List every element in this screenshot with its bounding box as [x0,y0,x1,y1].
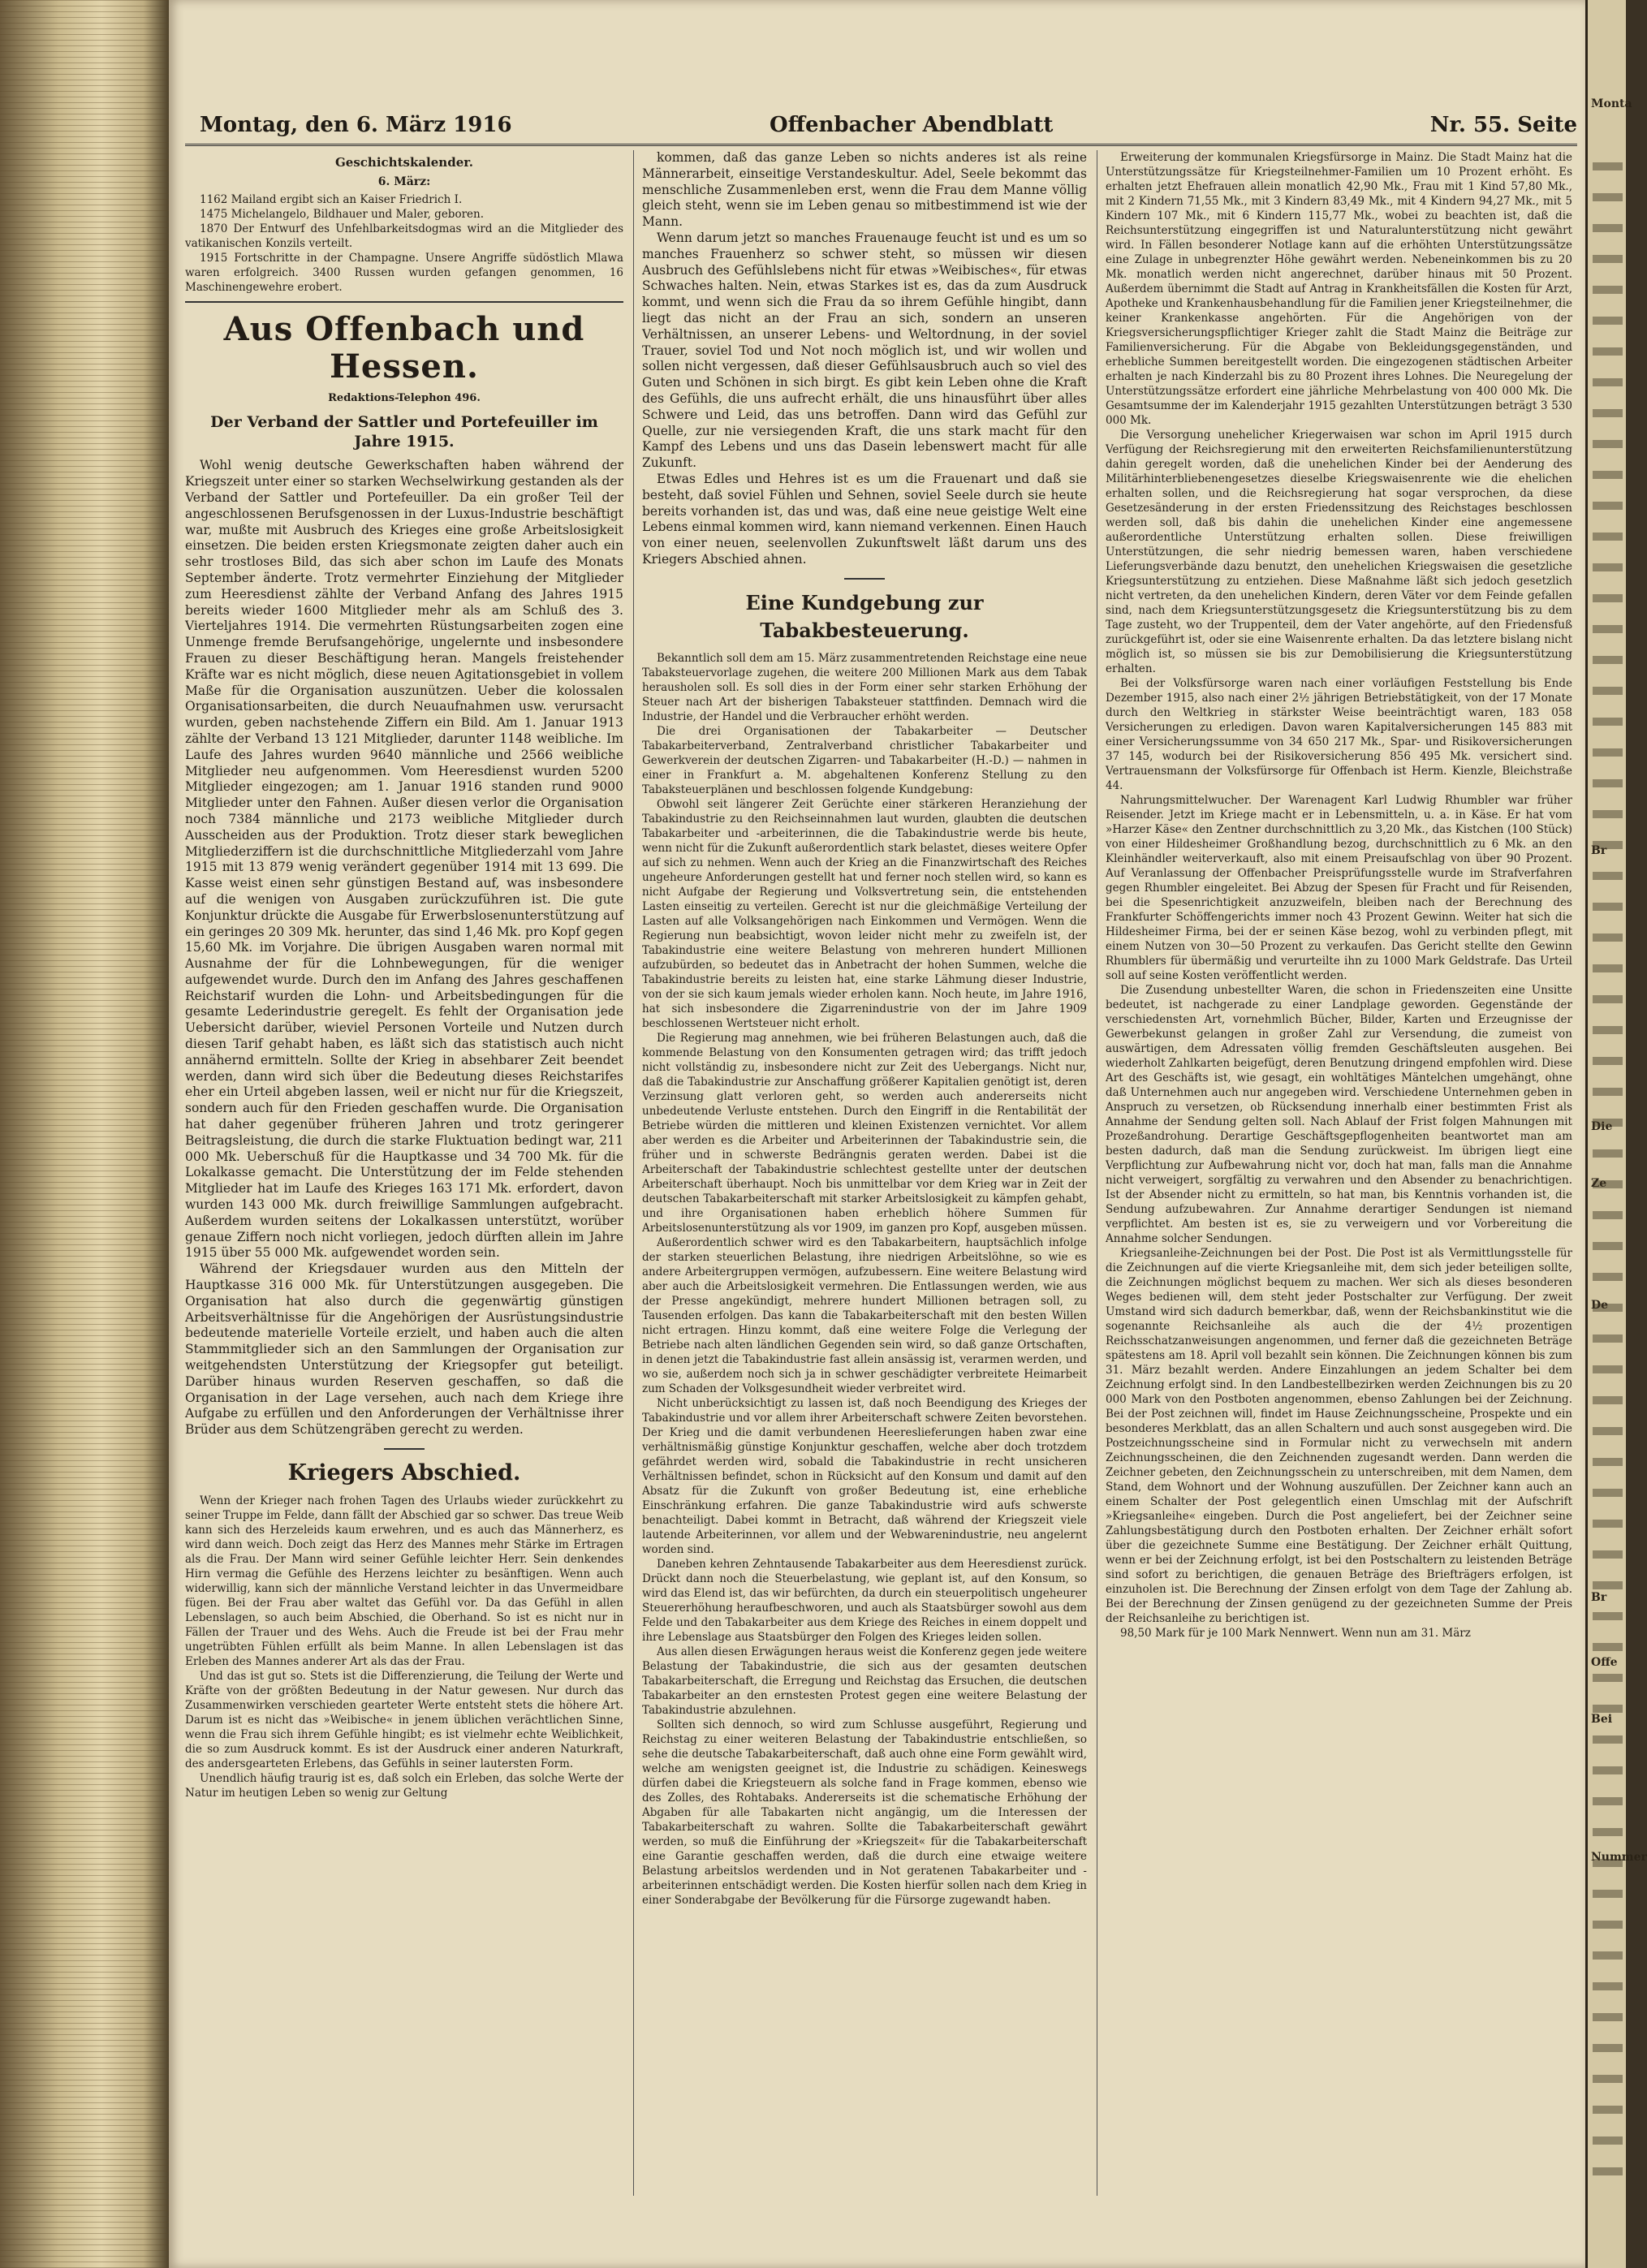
text-line-fragment [1593,193,1623,201]
text-line-fragment [1593,1026,1623,1034]
text-line-fragment [1593,934,1623,942]
header-date: Montag, den 6. März 1916 [200,113,512,137]
text-line-fragment [1593,1489,1623,1497]
text-line-fragment [1593,1396,1623,1404]
text-line-fragment [1593,1550,1623,1559]
paragraph: Die drei Organisationen der Tabakarbeiter — Deutscher Tabakarbeiterverband, Zentralverband christlicher Tabakarbeiter und Gewerkverein der deutschen Zigarren- und Tabakarbeiter (H.-D.) — nahmen in einer in Frankfurt a. M. abgehaltenen Konferenz Stellung zu den Tabaksteuerplänen und beschlossen folgende Kundgebung: [642,724,1087,796]
paragraph: Unendlich häufig traurig ist es, daß solch ein Erleben, das solche Werte der Natur im heutigen Leben so wenig zur Geltung [185,1772,623,1800]
text-line-fragment [1593,1211,1623,1219]
column-1 [185,150,623,2253]
text-line-fragment [1593,841,1623,849]
paragraph: 98,50 Mark für je 100 Mark Nennwert. Wenn nun am 31. März [1120,1627,1471,1640]
text-line-fragment [1593,1365,1623,1373]
text-line-fragment [1593,1273,1623,1281]
divider [384,1448,425,1450]
article-body [642,651,1087,1908]
section-title: Aus Offenbach und Hessen. [223,309,585,386]
paragraph: Etwas Edles und Hehres ist es um die Frauenart und daß sie besteht, daß soviel Fühlen und Sehnen, soviel Seele durch sie heute bereits vorhanden ist, das und was, daß eine neue geistige Welt eine Lebens einmal kommen wird, kann niemand verkennen. Einen Hauch von einer neuen, seelenvollen Zukunftswelt läßt darum uns des Kriegers Abschied ahnen. [642,471,1088,567]
text-line-fragment [1593,1180,1623,1188]
header-page-number: Nr. 55. Seite [1429,113,1577,137]
text-line-fragment [1593,779,1623,787]
text-line-fragment [1593,1766,1623,1774]
adjacent-page-edge [1585,0,1647,2268]
text-line-fragment [1593,1859,1623,1867]
article-title: Eine Kundgebung zur Tabakbesteuerung. [745,590,984,642]
text-line-fragment [1593,1643,1623,1651]
calendar-title: Geschichtskalender. [335,155,473,170]
paragraph: Und das ist gut so. Stets ist die Differenzierung, die Teilung der Werte und Kräfte von der größten Bedeutung in der Natur gewesen. Nur durch das Zusammenwirken verschieden gearteter Werte entsteht stets die höhere Art. Darum ist es nicht das »Weibische« in jenem üblichen verächtlichen Sinne, wenn die Frau sich ihrem Gefühle hingibt; es ist vielmehr echte Weiblichkeit, die so zum Ausdruck kommt. Es ist der Ausdruck einer anderen Naturkraft, des andersgearteten Erlebens, das Gefühls in seiner lautersten Form. [185,1670,623,1770]
text-line-fragment [1593,563,1623,571]
paragraph: 1870 Der Entwurf des Unfehlbarkeitsdogmas wird an die Mitglieder des vatikanischen Konzils verteilt. [185,222,623,250]
paragraph: Bekanntlich soll dem am 15. März zusammentretenden Reichstage eine neue Tabaksteuervorlage zugehen, die weitere 200 Millionen Mark aus dem Tabak herausholen soll. Es soll dies in der Form einer sehr starken Erhöhung der Steuer nach Art der bisherigen Tabaksteuer stattfinden. Demnach wird die Industrie, der Handel und die Verbraucher erhöht werden. [642,651,1087,723]
text-line-fragment [1593,224,1623,232]
text-line-fragment [1593,1242,1623,1250]
paragraph: 1915 Fortschritte in der Champagne. Unsere Angriffe südöstlich Mlawa waren erfolgreich. 3400 Russen wurden gefangen genommen, 16 Maschinengewehre erobert. [185,251,623,294]
calendar-list [185,192,623,295]
paragraph: Erweiterung der kommunalen Kriegsfürsorge in Mainz. Die Stadt Mainz hat die Unterstützungssätze für Kriegsteilnehmer-Familien um 10 Prozent erhöht. Es erhalten jetzt Ehefrauen allein monatlich 42,90 Mk., Frau mit 1 Kind 57,80 Mk., mit 2 Kindern 71,55 Mk., mit 3 Kindern 83,49 Mk., mit 4 Kindern 94,27 Mk., mit 5 Kindern 107 Mk., mit 6 Kindern 115,77 Mk., wobei zu beachten ist, daß die Reichsunterstützung eingegriffen ist und Naturalunterstützung nicht gewährt wird. In Fällen besonderer Notlage kann auf die erhöhten Unterstützungssätze eine Zulage in unbegrenzter Höhe gewährt werden. Nebeneinkommen bis zu 20 Mk. monatlich werden nicht angerechnet, darüber hinaus mit 50 Prozent. Außerdem übernimmt die Stadt auf Antrag in Krankheitsfällen die Kosten für Arzt, Apotheke und Krankenhausbehandlung für die Familien jener Kriegsteilnehmer, die keiner Krankenkasse angehörten. Für die Angehörigen von der Kriegsversicherungspflichtiger Krieger zahlt die Stadt Mainz die Beiträge zur Familienversicherung. Für die Abgabe von Bekleidungsgegenständen, und erhebliche Summen bereitgestellt worden. Die eingezogenen städtischen Arbeiter erhalten je nach Kinderzahl bis zu 80 Prozent ihres Lohnes. Die Neuregelung der Unterstützungssätze erfordert eine jährliche Mehrbelastung von 400 000 Mk. Die Gesamtsumme der im Kalenderjahr 1915 gezahlten Unterstützungen beträgt 3 530 000 Mk. [1106,151,1572,427]
page-header [185,110,1577,146]
text-line-fragment [1593,718,1623,726]
paragraph: 1162 Mailand ergibt sich an Kaiser Friedrich I. [200,192,463,206]
text-line-fragment [1593,1797,1623,1805]
text-line-fragment [1593,1458,1623,1466]
text-line-fragment [1593,286,1623,294]
text-line-fragment [1593,903,1623,911]
divider [844,578,885,580]
paragraph: Wenn darum jetzt so manches Frauenauge feucht ist und es um so manches Frauenherz so schwer steht, so müssen wir diesen Ausbruch des Gefühlslebens nicht für etwas »Weibisches«, für etwas Schwaches halten. Nein, etwas Starkes ist es, das da zum Ausdruck kommt, und wenn sich die Frau da so ihrem Gefühle hingibt, dann liegt das nicht an der Frau an sich, sondern an unseren Verhältnissen, an unserer Lebens- und Weltordnung, in der soviel Trauer, soviel Tod und Not noch möglich ist, und wir wollen und sollen nicht vergessen, daß dieser Gefühlsausbruch auch so viel des Guten und Schönen in sich birgt. Es gibt kein Leben ohne die Kraft des Gefühls, die uns aufrecht erhält, die uns hinausführt über alles Schwere und Leid, das uns betroffen. Dann wird das Gefühl zur Quelle, zur nie versiegenden Kraft, die uns stark macht für den Kampf des Lebens und uns das Dasein lebenswert macht für alle Zukunft. [642,230,1087,471]
text-line-fragment [1593,1982,1623,1990]
text-line-fragment [1593,162,1623,170]
paragraph: Die Regierung mag annehmen, wie bei früheren Belastungen auch, daß die kommende Belastung von den Konsumenten getragen wird; das trifft jedoch nicht vollständig zu, insbesondere nicht zur Zeit des Uebergangs. Nicht nur, daß die Tabakindustrie zur Anschaffung größerer Kapitalien genötigt ist, deren Verzinsung glatt verloren geht, so werden auch andererseits nicht unbedeutende Verluste entstehen. Durch den Eingriff in die Rentabilität der Betriebe würden die mittleren und kleinen Existenzen vernichtet. Vor allem aber werden es die Arbeiter und Arbeiterinnen der Tabakindustrie sein, die früher und in schwerste Bedrängnis geraten werden. Dabei ist die Arbeiterschaft der Tabakindustrie schlechtest gestellte unter der deutschen Arbeiterschaft überhaupt. Noch bis unmittelbar vor dem Krieg war in Zeit der deutschen Tabakarbeiterschaft mit starker Arbeitslosigkeit zu kämpfen gehabt, und ihre Organisationen haben erheblich höhere Summen für Arbeitslosenunterstützung als vor 1909, im ganzen pro Kopf, ausgeben müssen. [642,1031,1087,1235]
text-line-fragment [1593,1828,1623,1836]
adjacent-page-fragment: Monta [1591,97,1632,110]
book-binding [0,0,169,2268]
text-line-fragment [1593,1088,1623,1096]
adjacent-page-fragment: De [1591,1299,1609,1312]
article-body [642,150,1087,568]
text-line-fragment [1593,810,1623,818]
paragraph: Während der Kriegsdauer wurden aus den Mitteln der Hauptkasse 316 000 Mk. für Unterstützungen ausgegeben. Die Organisation hat also durch die gegenwärtig günstigen Arbeitsverhältnisse für die Angehörigen der Ausrüstungsindustrie bedeutende materielle Vorteile erzielt, und haben auch die alten Stammmitglieder sich an den Sammlungen der Organisation zur weitgehendsten Unterstützung der Kriegsopfer gut beteiligt. Darüber hinaus wurden Reserven geschaffen, so daß die Organisation in der Lage versehen, auch nach dem Kriege ihre Aufgabe zu erfüllen und den Anforderungen der Verhältnisse ihrer Brüder aus dem Schützengräben gerecht zu werden. [185,1261,623,1438]
telephone-line: Redaktions-Telephon 496. [328,391,481,404]
header-paper-title: Offenbacher Abendblatt [770,113,1054,137]
article-title: Der Verband der Sattler und Portefeuiller im Jahre 1915. [210,413,598,451]
text-line-fragment [1593,1119,1623,1127]
text-line-fragment [1593,1057,1623,1065]
paragraph: Obwohl seit längerer Zeit Gerüchte einer stärkeren Heranziehung der Tabakindustrie zu den Reichseinnahmen laut wurden, glaubten die deutschen Tabakarbeiter und -arbeiterinnen, die die Tabakindustrie werde bis heute, wenn nicht für die Zukunft außerordentlich stark belastet, dieses weitere Opfer auf sich zu nehmen. Wenn auch der Krieg an die Finanzwirtschaft des Reiches ungeheure Anforderungen gestellt hat und ferner noch stellen wird, so kann es nicht Aufgabe der Regierung und Volksvertretung sein, die entstehenden Lasten einseitig zu verteilen. Gerecht ist nur die gleichmäßige Verteilung der Lasten auf alle Volksangehörigen nach Einkommen und Vermögen. Wenn die Regierung nun beabsichtigt, wovon leider nicht mehr zu zweifeln ist, der Tabakindustrie eine weitere Belastung von mehreren hundert Millionen aufzubürden, so bedeutet das in Anbetracht der hohen Summen, welche die Tabakindustrie bereits zu leisten hat, eine starke Lähmung dieser Industrie, von der sie sich kaum jemals wieder erholen kann. Noch heute, im Jahre 1916, hat sich insbesondere die Zigarrenindustrie von der im Jahre 1909 beschlossenen Wertsteuer nicht erholt. [642,797,1087,1030]
paragraph: Nicht unberücksichtigt zu lassen ist, daß noch Beendigung des Krieges der Tabakindustrie und vor allem ihrer Arbeiterschaft schwere Zeiten bevorstehen. Der Krieg und die damit verbundenen Heereslieferungen haben zwar eine verhältnismäßig günstige Konjunktur geschaffen, welche aber doch trotzdem gefährdet werden wird, sobald die Tabakindustrie in recht unsicheren Verhältnissen befindet, schon in Rücksicht auf den Konsum und damit auf den Absatz für die Zukunft von großer Bedeutung ist, eine erhebliche Einschränkung erfahren. Die ganze Tabakindustrie wird aufs schwerste benachteiligt. Dabei kommt in Betracht, daß während der Kriegszeit viele lautende Arbeiterinnen, vor allem und der Webwarenindustrie, neu angelernt worden sind. [642,1396,1087,1556]
paragraph: Die Zusendung unbestellter Waren, die schon in Friedenszeiten eine Unsitte bedeutet, ist nachgerade zu einer Landplage geworden. Gegenstände der verschiedensten Art, vornehmlich Bücher, Bilder, Karten und Erzeugnisse der Gewerbekunst gelangen in großer Zahl zur Versendung, die zumeist von auswärtigen, dem Adressaten völlig fremden Geschäftsleuten ausgehen. Bei wiederholt Zahlkarten beigefügt, deren Benutzung dringend empfohlen wird. Diese Art des Geschäfts ist, wie gesagt, ein wohltätiges Mäntelchen umgehängt, ohne daß Unternehmen auch nur angegeben wird. Verschiedene Unternehmen geben in Anspruch zu versetzen, ob Rücksendung innerhalb einer bestimmten Frist als Annahme der Sendung gelten soll. Nach Ablauf der Frist folgen Mahnungen mit Prozeßandrohung. Derartige Geschäftsgepflogenheiten beantwortet man am besten dadurch, daß man die Sendung zurückweist. Im übrigen liegt eine Verpflichtung zur Aufbewahrung nicht vor, doch hat man, falls man die Annahme nicht verweigert, sorgfältig zu verwahren und den Absender zu benachrichtigen. Ist der Absender nicht zu ermitteln, so hat man, bis Kenntnis vorhanden ist, die Sendung aufzubewahren. Zur Annahme derartiger Sendungen ist niemand verpflichtet. Am besten ist es, sie zu verweigern und vor Vorbereitung die Annahme solcher Sendungen. [1106,984,1572,1245]
paragraph: Wenn der Krieger nach frohen Tagen des Urlaubs wieder zurückkehrt zu seiner Truppe im Felde, dann fällt der Abschied gar so schwer. Das treue Weib kann sich des Herzeleids kaum erwehren, und es auch das Männerherz, es wird dann weich. Doch zeigt das Herz des Mannes mehr Stärke im Ertragen als die Frau. Der Mann wird seiner Gefühle leichter Herr. Sein denkendes Hirn vermag die Gefühle des Herzens leichter zu besänftigen. Wenn auch widerwillig, kann sich der männliche Verstand leichter in das Unvermeidbare fügen. Bei der Frau aber waltet das Gefühl vor. Da das Gefühl in allen Lebenslagen, so auch beim Abschied, die Oberhand. So ist es nicht nur in Fällen der Trauer und des Wehs. Auch die Freude ist bei der Frau mehr ungetrübten Fühlen erfüllt als beim Manne. In allen Lebenslagen ist das Erleben des Mannes anderer Art als das der Frau. [185,1494,623,1668]
paragraph: 1475 Michelangelo, Bildhauer und Maler, geboren. [200,207,485,221]
text-line-fragment [1593,2106,1623,2114]
text-line-fragment [1593,1890,1623,1898]
paragraph: Aus allen diesen Erwägungen heraus weist die Konferenz gegen jede weitere Belastung der Tabakindustrie, die sich aus der gesamten deutschen Tabakarbeiterschaft, die Erregung und Reichstag das Ersuchen, die deutschen Tabakarbeiter an den ernstesten Protest gegen eine weitere Belastung der Tabakindustrie abzulehnen. [642,1645,1087,1717]
text-line-fragment [1593,378,1623,386]
text-line-fragment [1593,625,1623,633]
text-line-fragment [1593,409,1623,417]
calendar-date: 6. März: [377,175,431,188]
text-line-fragment [1593,1612,1623,1620]
text-line-fragment [1593,471,1623,479]
text-line-fragment [1593,995,1623,1003]
text-line-fragment [1593,1735,1623,1744]
text-line-fragment [1593,656,1623,664]
text-line-fragment [1593,440,1623,448]
text-line-fragment [1593,1304,1623,1312]
text-line-fragment [1593,255,1623,263]
text-line-fragment [1593,533,1623,541]
text-line-fragment [1593,1334,1623,1343]
adjacent-page-fragment: Br [1591,1591,1607,1604]
text-line-fragment [1593,1705,1623,1713]
text-line-fragment [1593,1581,1623,1589]
adjacent-page-fragment: Bei [1591,1713,1613,1726]
text-line-fragment [1593,347,1623,356]
paragraph: Daneben kehren Zehntausende Tabakarbeiter aus dem Heeresdienst zurück. Drückt dann noch die Steuerbelastung, wie geplant ist, auf den Konsum, so wird das Elend ist, das wir befürchten, da durch ein steuerpolitisch ungeheurer Steuererhöhung heraufbeschworen, und auch als Staatsbürger sowohl aus dem Felde und den Tabakarbeiter aus dem Kriege des Reiches in einem doppelt und ihre Lebenslage aus Staatsbürger den Folgen des Krieges leiden sollen. [642,1557,1087,1644]
text-line-fragment [1593,748,1623,757]
text-line-fragment [1593,1951,1623,1960]
divider [185,301,623,303]
paragraph: Nahrungsmittelwucher. Der Warenagent Karl Ludwig Rhumbler war früher Reisender. Jetzt im Kriege macht er in Lebensmitteln, u. a. in Käse. Er hat vom »Harzer Käse« den Zentner durchschnittlich zu 3,20 Mk., das Kistchen (100 Stück) von einer Hildesheimer Großhandlung bezog, durchschnittlich zu 6 Mk. an den Kleinhändler weiterverkauft, also mit einem Preisaufschlag von über 90 Prozent. Auf Veranlassung der Offenbacher Preisprüfungsstelle wurde im Strafverfahren gegen Rhumbler eingeleitet. Bei Abzug der Spesen für Fracht und für Reisenden, bei die Spesenrichtigkeit anzuzweifeln, bleiben nach der Berechnung des Frankfurter Schöffengerichts immer noch 43 Prozent Gewinn. Weiter hat sich die Hildesheimer Firma, bei der er seinen Käse bezog, wohl zu verbinden pflegt, mit einem Nutzen von 30—50 Prozent zu verkaufen. Das Gericht stellte den Gewinn Rhumblers für übermäßig und verurteilte ihn zu 1000 Mark Geldstrafe. Das Urteil soll auf seine Kosten veröffentlicht werden. [1106,794,1572,982]
paragraph: kommen, daß das ganze Leben so nichts anderes ist als reine Männerarbeit, einseitige Verstandeskultur. Adel, Seele bekommt das menschliche Zusammenleben erst, wenn die Frau dem Manne völlig gleich steht, wenn sie im Leben genau so mitbestimmend ist wie der Mann. [642,150,1087,230]
text-line-fragment [1593,1427,1623,1435]
text-line-fragment [1593,1520,1623,1528]
text-line-fragment [1593,687,1623,695]
adjacent-page-fragment: Br [1591,844,1607,857]
text-line-fragment [1593,1921,1623,1929]
paragraph: Sollten sich dennoch, so wird zum Schlusse ausgeführt, Regierung und Reichstag zu einer weiteren Belastung der Tabakindustrie entschließen, so sehe die deutsche Tabakarbeiterschaft, daß auch ohne eine Form gewählt wird, welche am wenigsten geeignet ist, die Industrie zu schädigen. Keineswegs dürfen dabei die Kriegsteuern als solche fand in Frage kommen, ebenso wie des Zolles, des Rohtabaks. Andererseits ist die schematische Erhöhung der Abgaben für alle Tabakarten nicht angängig, um die Interessen der Tabakarbeiterschaft zu wahren. Sollte die Tabakarbeiterschaft gewährt werden, so muß die Einführung der »Kriegszeit« für die Tabakarbeiterschaft eine Garantie geschaffen werden, daß die durch eine etwaige weitere Belastung arbeitslos werdenden und in Not geratenen Tabakarbeiter und -arbeiterinnen entschädigt werden. Die Kosten hierfür sollen nach dem Krieg in einer Sonderabgabe der Bevölkerung für die Fürsorge zugewandt haben. [642,1718,1087,1907]
text-line-fragment [1593,2167,1623,2175]
adjacent-page-fragment: Nummer [1591,1851,1647,1864]
text-line-fragment [1593,964,1623,972]
text-line-fragment [1593,2044,1623,2052]
column-rule [633,150,634,2196]
article-body [185,1494,623,1800]
column-3 [1106,150,1572,2253]
adjacent-page-fragment: Offe [1591,1656,1618,1669]
newspaper-page [169,0,1585,2268]
text-line-fragment [1593,2075,1623,2083]
paragraph: Die Versorgung unehelicher Kriegerwaisen war schon im April 1915 durch Verfügung der Reichsregierung mit den erweiterten Reichsfamilienunterstützung dahin geregelt worden, daß die unehelichen Kinder bei der Aenderung des Militärhinterbliebenengesetzes dieselbe Kriegswaisenrente wie die ehelichen erhalten sollen, und die Reichsregierung hat sogar versprochen, da diese Gesetzesänderung in der ersten Friedenssitzung des Reichstages beschlossen werden soll, daß bis dahin die unehelichen Kinder eine angemessene außerordentliche Unterstützung erhalten sollen. Diese freiwilligen Unterstützungen, die sehr niedrig bemessen waren, haben verschiedene Lieferungsverbände dazu benutzt, den unehelichen Kriegswaisen die gesetzliche Kriegsunterstützung zu entziehen. Diese Maßnahme läßt sich jedoch gesetzlich nicht vertreten, da den unehelichen Kindern, deren Väter vor dem Feinde gefallen sind, nach dem Kriegsunterstützungsgesetz die Kriegsunterstützung bis zu dem Tage zusteht, wo der Truppenteil, dem der Vater angehörte, auf den Friedensfuß zurückgeführt ist, oder sie eine Waisenrente erhalten. Da das letztere bislang nicht möglich ist, so müssen sie bis zur Demobilisierung die Kriegsunterstützung erhalten. [1106,429,1572,675]
text-line-fragment [1593,317,1623,325]
paragraph: Bei der Volksfürsorge waren nach einer vorläufigen Feststellung bis Ende Dezember 1915, also nach einer 2½ jährigen Betriebstätigkeit, von der 17 Monate durch den Weltkrieg in stärkster Weise beeinträchtigt waren, 183 058 Versicherungen zu erledigen. Davon waren Kapitalversicherungen 145 883 mit einer Versicherungssumme von 34 650 217 Mk., Spar- und Risikoversicherungen 37 145, wodurch bei der Risikoversicherung 856 495 Mk. versichert sind. Vertrauensmann der Volksfürsorge für Offenbach ist Herm. Kienzle, Bleichstraße 44. [1106,677,1572,792]
text-line-fragment [1593,502,1623,510]
text-line-fragment [1593,2136,1623,2145]
text-line-fragment [1593,1674,1623,1682]
paragraph: Wohl wenig deutsche Gewerkschaften haben während der Kriegszeit unter einer so starken Wechselwirkung gestanden als der Verband der Sattler und Portefeuiller. Da ein großer Teil der angeschlossenen Berufsgenossen in der Luxus-Industrie beschäftigt war, mußte mit Ausbruch des Krieges eine große Arbeitslosigkeit einsetzen. Die beiden ersten Kriegsmonate zeigten daher auch ein sehr trostloses Bild, das sich aber schon im Laufe des Monats September änderte. Trotz vermehrter Einziehung der Mitglieder zum Heeresdienst zählte der Verband Anfang des Jahres 1915 bereits wieder 1600 Mitglieder mehr als am Schluß des 3. Vierteljahres 1914. Die vermehrten Rüstungsarbeiten zogen eine Unmenge fremde Berufsangehörige, ungelernte und insbesondere Frauen zu dieser Beschäftigung heran. Mangels freistehender Kräfte war es nicht möglich, diese neuen Agitationsgebiet in vollem Maße für die Organisation auszunützen. Ueber die kolossalen Organisationsarbeiten, die durch Neuaufnahmen usw. verursacht wurden, geben nachstehende Ziffern ein Bild. Am 1. Januar 1913 zählte der Verband 13 121 Mitglieder, darunter 1148 weibliche. Im Laufe des Jahres wurden 9640 männliche und 2566 weibliche Mitglieder neu aufgenommen. Vom Heeresdienst wurden 5200 Mitglieder eingezogen; am 1. Januar 1916 standen rund 9000 Mitglieder unter den Fahnen. Außer diesen verlor die Organisation noch 7384 männliche und 2173 weibliche Mitglieder durch Ausscheiden aus der Produktion. Trotz dieser stark beweglichen Mitgliederziffern ist die durchschnittliche Mitgliederzahl vom Jahre 1915 mit 13 879 wenig verändert gegenüber 1914 mit 13 699. Die Kasse weist einen sehr günstigen Bestand auf, was insbesondere auf die wenigen von Ausgaben zurückzuführen ist. Die gute Konjunktur drückte die Ausgabe für Erwerbslosenunterstützung auf ein geringes 20 309 Mk. herunter, das sind 1,46 Mk. pro Kopf gegen 15,60 Mk. im Vorjahre. Die übrigen Ausgaben waren normal mit Ausnahme der für die Lohnbewegungen, für die weniger aufgewendet wurde. Durch den im Anfang des Jahres geschaffenen Reichstarif wurden die Lohn- und Arbeitsbedingungen für die gesamte Lederindustrie geregelt. Es fehlt der Organisation jede Uebersicht darüber, wieviel Personen Vorteile und Nutzen durch diesen Tarif gehabt haben, es läßt sich das statistisch auch nicht annähernd ermitteln. Sollte der Krieg in absehbarer Zeit beendet werden, dann wird sich über die Bedeutung dieses Reichstarifes eher ein Urteil abgeben lassen, weil er nicht nur für die Kriegszeit, sondern auch für den Frieden geschaffen wurde. Die Organisation hat daher gegenüber früheren Jahren und trotz geringerer Beitragsleistung, die durch die starke Fluktuation bedingt war, 211 000 Mk. Ueberschuß für die Hauptkasse und 34 700 Mk. für die Lokalkasse gemacht. Die Unterstützung der im Felde stehenden Mitglieder hat im Laufe des Krieges 163 171 Mk. erfordert, davon wurden 143 000 Mk. durch freiwillige Sammlungen aufgebracht. Außerdem wurden seitens der Lokalkassen unterstützt, worüber genaue Ziffern noch nicht vorliegen, jedoch dürften allein im Jahre 1915 über 55 000 Mk. aufgewendet worden sein. [185,458,623,1261]
article-body [185,458,623,1438]
text-line-fragment [1593,594,1623,602]
article-title: Kriegers Abschied. [287,1460,521,1485]
article-body [1106,150,1572,1641]
adjacent-page-fragment: Die [1591,1120,1613,1133]
column-2 [642,150,1087,2253]
text-line-fragment [1593,1149,1623,1158]
paragraph: Kriegsanleihe-Zeichnungen bei der Post. Die Post ist als Vermittlungsstelle für die Zeichnungen auf die vierte Kriegsanleihe mit, dem sich jeder beteiligen sollte, die Zeichnungen möglichst bequem zu machen. Wer sich als dieses besonderen Weges bedienen will, dem steht jeder Postschalter zur Verfügung. Der zweit Umstand wird sich dadurch bemerkbar, daß, wenn der Reichsbankinstitut wie die sogenannte Reichsanleihe als auch die der 4½ prozentigen Reichsschatzanweisungen angenommen, und ferner daß die gezeichneten Beträge spätestens am 18. April voll bezahlt sein können. Die Zeichnungen können bis zum 31. März bezahlt werden. Andere Einzahlungen an jedem Schalter bei dem Zeichnung erfolgt sind. In den Landbestellbezirken werden Zeichnungen bis zu 20 000 Mark von den Postboten angenommen, ebenso Zahlungen bei der Zeichnung. Bei der Post zeichnen will, findet im Hause Zeichnungsscheine, Prospekte und ein besonderes Merkblatt, das an allen Schaltern und auch sonst ausgegeben wird. Die Postzeichnungsscheine sind in Formular nicht zu verwechseln mit andern Zeichnungsscheinen, die den Zeichnenden zugesandt werden. Dann werden die Zeichner gebeten, den Zeichnungsschein zu unterschreiben, mit dem Namen, dem Stand, dem Wohnort und der Wohnung auszufüllen. Der Zeichner kann auch an einem Schalter der Post gelegentlich einen Umschlag mit der Aufschrift »Kriegsanleihe« eingeben. Durch die Post angeliefert, bei der Zeichner seine Zahlungsbestätigung durch den Postboten erhalten. Der Zeichner erhält sofort über die gezeichnete Summe eine Bestätigung. Der Zeichner erhält Quittung, wenn er bei der Zeichnung erfolgt, ist bei den Postschaltern zu leistenden Beträge sind sofort zu berichtigen, die genauen Beträge des Briefträgers erfolgen, ist einzuholen ist. Die Berechnung der Zinsen erfolgt von dem Tage der Zahlung ab. Bei der Berechnung der Zinsen genügend zu der gezeichneten Summe der Preis der Reichsanleihe zu berichtigen ist. [1106,1247,1572,1625]
text-line-fragment [1593,872,1623,880]
paragraph: Außerordentlich schwer wird es den Tabakarbeitern, hauptsächlich infolge der starken steuerlichen Belastung, ihre niedrigen Arbeitslöhne, so wie es andere Arbeitergruppen vermögen, aufzubessern. Eine weitere Belastung wird aber auch die Arbeitslosigkeit vermehren. Die Entlassungen werden, wie aus der Presse angekündigt, mehrere hundert Millionen betragen soll, zu Tausenden erfolgen. Das kann die Tabakarbeiterschaft mit den besten Willen nicht ertragen. Hinzu kommt, daß eine weitere Folge die Verlegung der Betriebe nach alten ländlichen Gegenden sein wird, so daß ganze Ortschaften, in denen jetzt die Tabakindustrie fast allein ansässig ist, verarmen werden, und wo sie, außerdem noch sich ja in schwer geschädigter verbreitete Heimarbeit zum Schaden der Volksgesundheit wieder verbreitet wird. [642,1235,1087,1395]
text-line-fragment [1593,2013,1623,2021]
adjacent-page-fragment: Ze [1591,1177,1607,1190]
